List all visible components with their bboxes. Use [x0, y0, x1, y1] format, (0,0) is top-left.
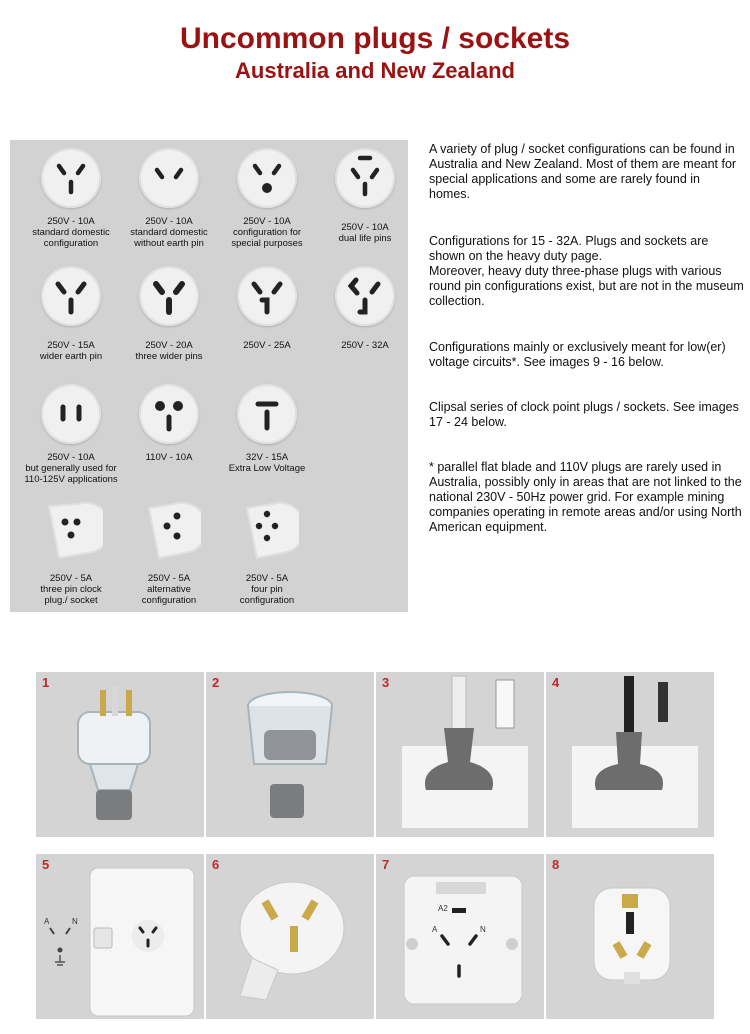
socket-elv-icon	[237, 384, 297, 444]
socket-cell: 250V - 25A	[218, 266, 316, 351]
socket-cell: 250V - 32A	[316, 266, 414, 351]
socket-cell: 250V - 20A three wider pins	[120, 266, 218, 362]
black-cord-socket-image	[546, 672, 714, 837]
clock-socket-3pin-icon	[39, 500, 103, 564]
socket-cell: 250V - 5A alternative configuration	[120, 500, 218, 606]
wall-switch-socket-image	[36, 854, 204, 1019]
socket-configurations-panel	[10, 140, 408, 612]
socket-special-icon	[237, 148, 297, 208]
clock-socket-4pin-icon	[235, 500, 299, 564]
photo-8[interactable]: 8	[546, 854, 714, 1019]
svg-text:N: N	[480, 925, 486, 934]
socket-cell: 250V - 15A wider earth pin	[22, 266, 120, 362]
socket-25a-icon	[237, 266, 297, 326]
socket-cell: 250V - 5A three pin clock plug./ socket	[22, 500, 120, 606]
low-voltage-paragraph: Configurations mainly or exclusively meant for low(er) voltage circuits*. See images 9 - 16 below.	[429, 340, 726, 369]
clock-point-paragraph: Clipsal series of clock point plugs / sockets. See images 17 - 24 below.	[429, 400, 739, 429]
page-subtitle: Australia and New Zealand	[235, 58, 515, 83]
svg-text:A: A	[432, 925, 438, 934]
angled-plug-image	[206, 854, 374, 1019]
photo-2[interactable]: 2	[206, 672, 374, 837]
svg-text:A: A	[44, 917, 50, 926]
socket-no-earth-icon	[139, 148, 199, 208]
socket-32a-icon	[335, 266, 395, 326]
socket-standard-icon	[41, 148, 101, 208]
socket-cell: 250V - 5A four pin configuration	[218, 500, 316, 606]
intro-paragraph: A variety of plug / socket configurations can be found in Australia and New Zealand. Most of them are meant for special applications and some are rarely found in homes.	[429, 142, 737, 201]
socket-cell: 250V - 10A dual life pins	[316, 148, 414, 244]
white-plug-image	[546, 854, 714, 1019]
socket-15a-icon	[41, 266, 101, 326]
socket-20a-icon	[139, 266, 199, 326]
socket-dual-life-icon	[335, 148, 395, 208]
photo-7[interactable]: A2 A N 7	[376, 854, 544, 1019]
photo-4[interactable]: 4	[546, 672, 714, 837]
clock-socket-alt-icon	[137, 500, 201, 564]
photo-5[interactable]: A N 5	[36, 854, 204, 1019]
svg-text:N: N	[72, 917, 78, 926]
socket-cell: 250V - 10A standard domestic without earth pin	[120, 148, 218, 249]
socket-cell: 32V - 15A Extra Low Voltage	[218, 384, 316, 474]
photo-3[interactable]: 3	[376, 672, 544, 837]
clear-plug-image	[36, 672, 204, 837]
footnote-paragraph: * parallel flat blade and 110V plugs are rarely used in Australia, possibly only in areas that are not linked to the national 230V - 50Hz power grid. For example mining companies operating in remote areas and/or using North American equipment.	[429, 460, 742, 534]
clear-socket-image	[206, 672, 374, 837]
svg-text:A2: A2	[438, 904, 448, 913]
socket-cell: 110V - 10A	[120, 384, 218, 463]
photo-1[interactable]: 1	[36, 672, 204, 837]
cord-socket-image	[376, 672, 544, 837]
heavy-duty-paragraph: Configurations for 15 - 32A. Plugs and sockets are shown on the heavy duty page. Moreover, heavy duty three-phase plugs with various round pin configurations exist, but are not in the museum collection.	[429, 234, 744, 308]
surface-socket-image	[376, 854, 544, 1019]
socket-cell: 250V - 10A standard domestic configuration	[22, 148, 120, 249]
socket-cell: 250V - 10A configuration for special purposes	[218, 148, 316, 249]
socket-110v-icon	[139, 384, 199, 444]
socket-cell: 250V - 10A but generally used for 110-125V applications	[22, 384, 120, 485]
page-title: Uncommon plugs / sockets	[179, 22, 571, 55]
socket-parallel-blade-icon	[41, 384, 101, 444]
photo-6[interactable]: 6	[206, 854, 374, 1019]
